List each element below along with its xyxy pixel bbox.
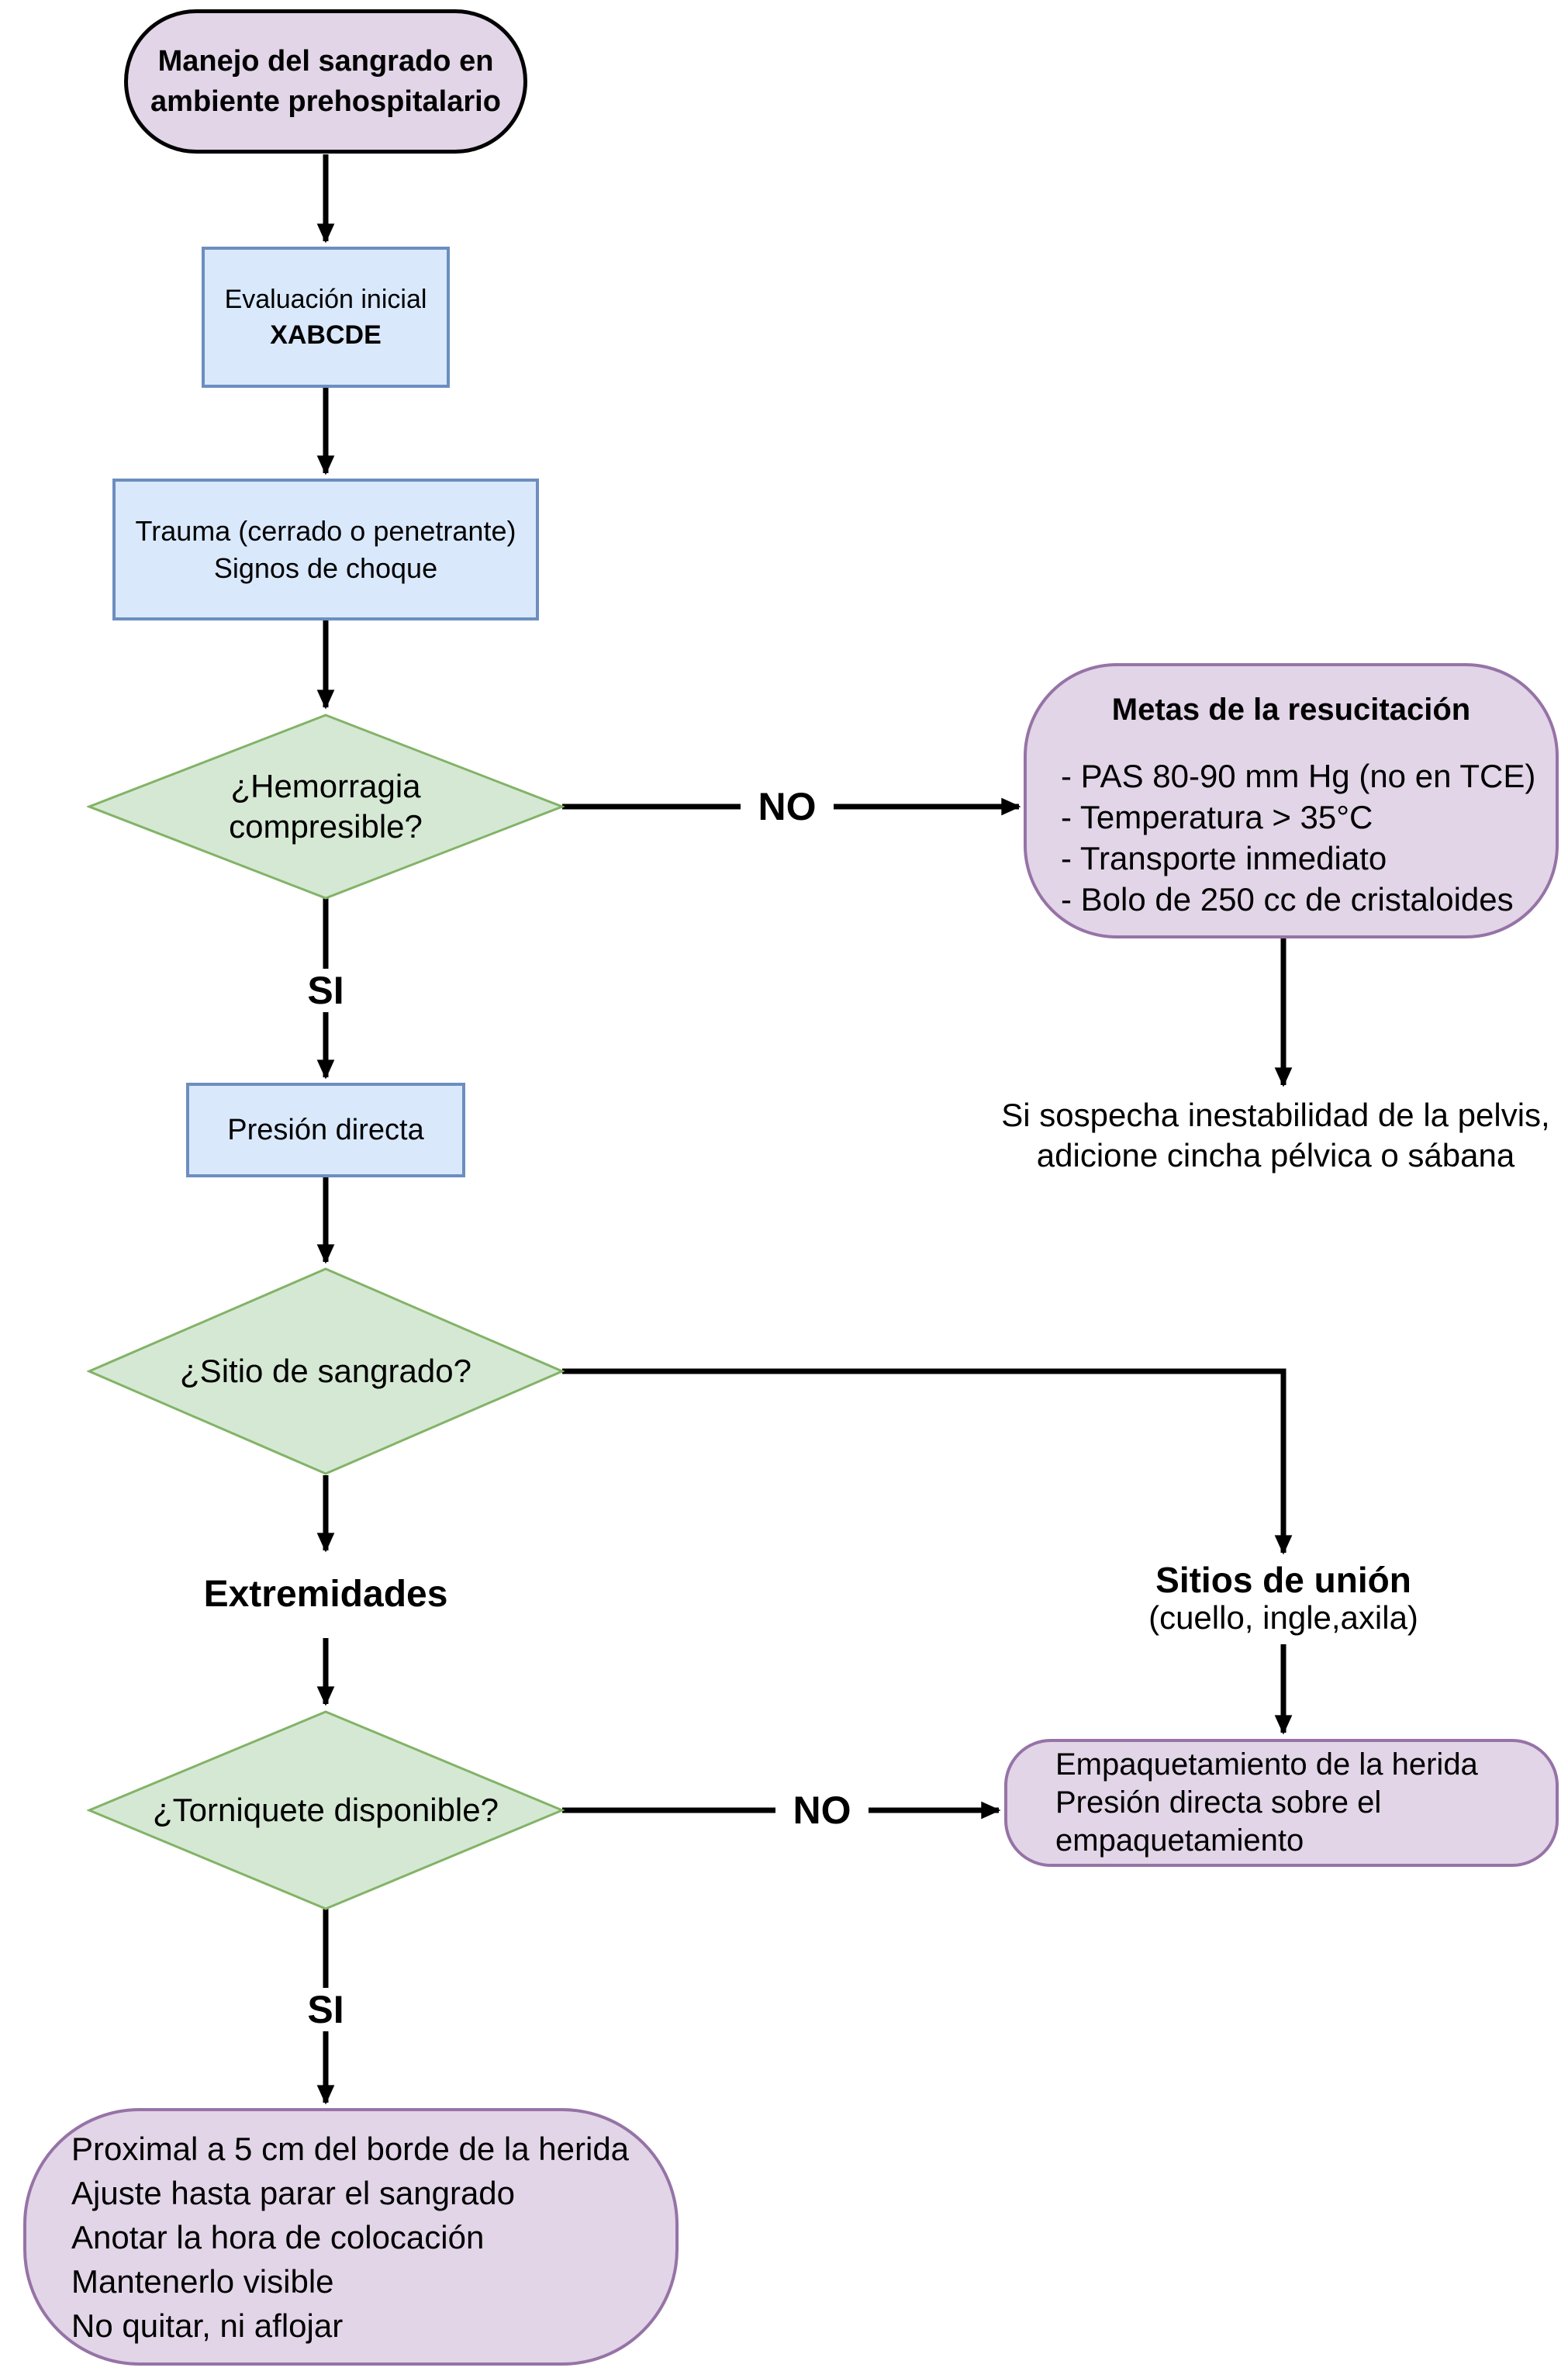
step-item: Mantenerlo visible: [71, 2262, 334, 2300]
decision-bleeding-site: [87, 1267, 565, 1475]
decision-hemorrhage-compressible: [87, 714, 565, 900]
node-start-title: [124, 9, 527, 154]
pelvis-note-line1: Si sospecha inestabilidad de la pelvis,: [1001, 1097, 1550, 1133]
note-pelvis: [950, 1095, 1568, 1176]
node-resuscitation-goals: [1024, 663, 1559, 938]
edge-label-no-2: NO: [775, 1789, 869, 1832]
edge-label-no-1: NO: [741, 785, 834, 828]
start-title-line2: ambiente prehospitalario: [150, 85, 501, 118]
trauma-line1: Trauma (cerrado o penetrante): [135, 514, 516, 547]
step-item: No quitar, ni aflojar: [71, 2307, 344, 2344]
decision-hemorrhage-text: [87, 714, 565, 900]
node-wound-packing: [1004, 1739, 1559, 1867]
label-junction-sites-subtitle: (cuello, ingle,axila): [1148, 1599, 1418, 1636]
decision-tourniquet-text: ¿Torniquete disponible?: [153, 1792, 499, 1828]
initial-assessment-line2: XABCDE: [270, 320, 382, 350]
decision-tourniquet-available: [87, 1710, 565, 1910]
edge-label-si-2: SI: [287, 1988, 364, 2031]
initial-assessment-line1: Evaluación inicial: [224, 285, 427, 314]
step-item: Anotar la hora de colocación: [71, 2218, 485, 2255]
node-tourniquet-steps: [23, 2108, 679, 2366]
trauma-line2: Signos de choque: [213, 551, 438, 584]
goal-item: - PAS 80-90 mm Hg (no en TCE): [1061, 758, 1536, 794]
hemorrhage-line2: compresible?: [229, 808, 423, 845]
wound-packing-line2: Presión directa sobre el: [1055, 1785, 1382, 1820]
node-initial-assessment: [202, 247, 450, 388]
resuscitation-goals-list: [1027, 755, 1556, 920]
pelvis-note-line2: adicione cincha pélvica o sábana: [1036, 1137, 1515, 1173]
node-trauma-shock: [112, 479, 539, 620]
decision-bleeding-site-text: ¿Sitio de sangrado?: [180, 1353, 471, 1389]
step-item: Proximal a 5 cm del borde de la herida: [71, 2130, 630, 2167]
goal-item: - Temperatura > 35°C: [1061, 799, 1373, 835]
wound-packing-line1: Empaquetamiento de la herida: [1055, 1747, 1478, 1782]
wound-packing-line3: empaquetamiento: [1055, 1823, 1304, 1858]
node-direct-pressure: Presión directa: [186, 1083, 465, 1177]
label-junction-sites: Sitios de unión: [1155, 1560, 1411, 1600]
start-title-line1: Manejo del sangrado en: [157, 45, 494, 78]
goal-item: - Bolo de 250 cc de cristaloides: [1061, 881, 1514, 918]
step-item: Ajuste hasta parar el sangrado: [71, 2174, 516, 2211]
goal-item: - Transporte inmediato: [1061, 840, 1387, 876]
edge-label-si-1: SI: [287, 969, 364, 1012]
resuscitation-goals-title: Metas de la resucitación: [1111, 693, 1471, 727]
label-extremities: Extremidades: [203, 1574, 448, 1615]
edge-site-to-junction: [562, 1371, 1283, 1553]
hemorrhage-line1: ¿Hemorragia: [230, 768, 421, 804]
